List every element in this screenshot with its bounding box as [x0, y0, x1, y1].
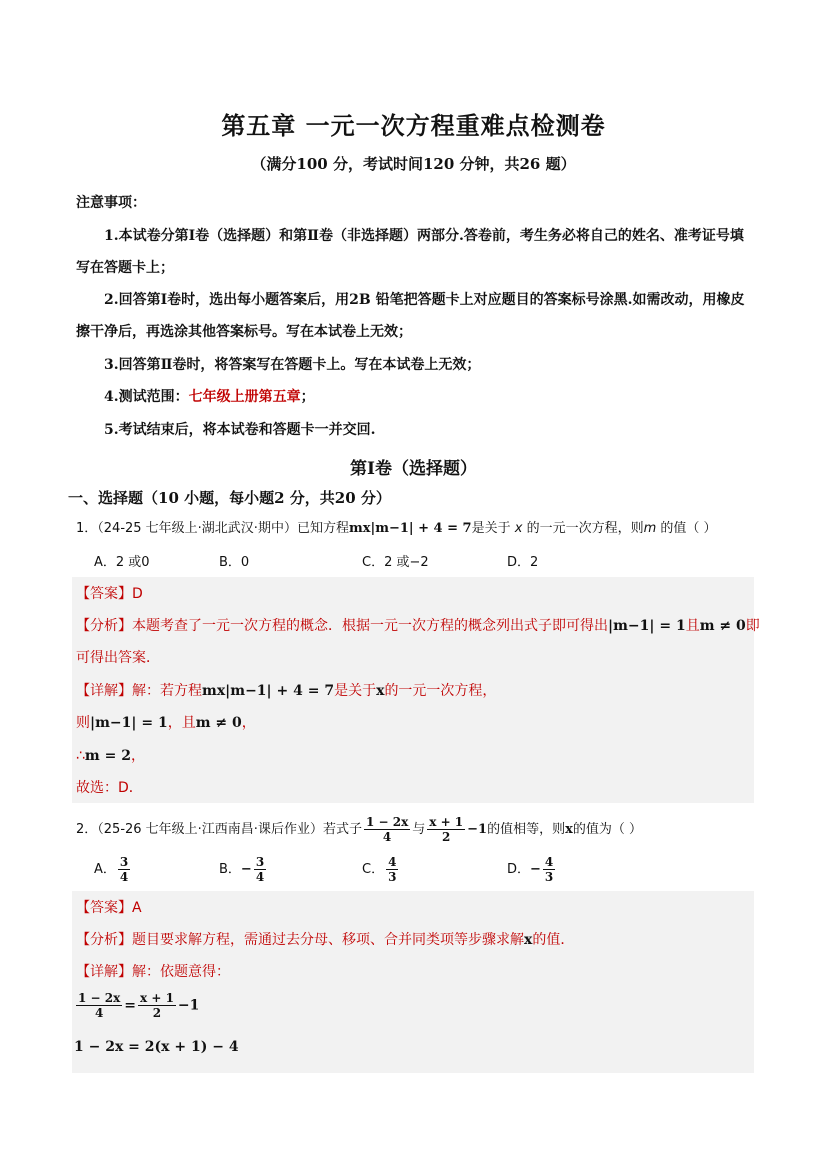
q1-detail-1c: 的一元一次方程，: [384, 683, 497, 699]
q2-eq1-right-num: x + 1: [140, 991, 174, 1005]
q2-eq2-text: 1 − 2x = 2(x + 1) − 4: [74, 1039, 239, 1055]
answer-label: 【答案】: [76, 586, 132, 602]
q2-option-c-fraction: [386, 855, 398, 884]
q2-var-x: x: [565, 822, 573, 837]
q2-answer-line: [76, 897, 142, 917]
q2-detail-text: 解：依题意得：: [132, 964, 230, 980]
q2-option-c-den: 3: [388, 870, 397, 884]
q2-option-c-label: C．: [362, 862, 385, 877]
q2-eq1-left-den: 4: [94, 1006, 104, 1020]
q2-f1-num: 1 − 2x: [365, 815, 409, 829]
q2-option-d-den: 3: [544, 870, 554, 884]
q1-option-b[interactable]: B．0: [219, 555, 250, 570]
q2-analysis-x: x: [524, 932, 533, 948]
q1-analysis-line-1: [76, 615, 760, 635]
section-title: 一、选择题（10 小题，每小题2 分，共20 分）: [68, 489, 391, 507]
q2-analysis-text: 题目要求解方程，需通过去分母、移项、合并同类项等步骤求解: [132, 932, 524, 948]
q1-equation: mx|m−1| + 4 = 7: [348, 521, 472, 536]
note-item-4-suffix: ；: [300, 389, 315, 405]
q1-var-m: m: [643, 521, 657, 536]
detail-label: 【详解】: [76, 964, 132, 980]
notes-heading: 注意事项：: [76, 195, 146, 211]
q1-stem-mid2: 的一元一次方程，则: [526, 521, 644, 536]
q1-analysis-line-2: 可得出答案．: [76, 650, 160, 666]
q1-detail-line-2: [76, 712, 256, 732]
q2-option-a-label: A．: [94, 862, 116, 877]
q2-eq1-left: [76, 991, 122, 1020]
q1-detail-1a: 解：若方程: [132, 683, 202, 699]
q2-detail-line-1: [76, 961, 230, 981]
q2-option-b-sign: −: [240, 862, 252, 877]
q2-option-d[interactable]: [507, 855, 557, 884]
answer-label: 【答案】: [76, 900, 132, 916]
q2-option-a-num: 3: [119, 855, 129, 869]
q2-option-b-den: 4: [255, 870, 265, 884]
q2-fraction-1: [364, 815, 410, 844]
part-title: 第Ⅰ卷（选择题）: [350, 459, 477, 479]
note-item-4-prefix: 4.测试范围：: [104, 389, 189, 405]
question-2-stem: [76, 815, 642, 844]
q1-stem-suffix: 的值（ ）: [660, 521, 717, 536]
q2-option-a-fraction: [118, 855, 130, 884]
q1-analysis-and: 且: [685, 618, 700, 634]
q1-detail-line-4: 故选：D．: [76, 780, 143, 796]
q1-detail-2-math: |m−1| = 1: [90, 715, 168, 731]
q2-analysis-line: [76, 929, 574, 949]
q2-option-b[interactable]: [219, 855, 268, 884]
q2-option-b-fraction: [254, 855, 266, 884]
page-title: 第五章 一元一次方程重难点检测卷: [221, 111, 606, 140]
note-item-2: 2.回答第Ⅰ卷时，选出每小题答案后，用2B 铅笔把答题卡上对应题目的答案标号涂黑.如需改动，用橡皮擦干净后，再选涂其他答案标号。写在本试卷上无效；: [76, 292, 745, 340]
page-subtitle: （满分100 分，考试时间120 分钟，共26 题）: [251, 155, 576, 173]
q1-solution-box: [72, 577, 760, 803]
q2-option-d-sign: −: [530, 862, 541, 877]
note-item-5: 5.考试结束后，将本试卷和答题卡一并交回.: [104, 422, 376, 438]
q2-analysis-end: 的值．: [532, 932, 575, 948]
q2-stem-prefix: 2．（25-26 七年级上·江西南昌·课后作业）若式子: [76, 822, 362, 837]
q2-option-c-num: 4: [388, 855, 397, 869]
q2-option-d-num: 4: [544, 855, 554, 869]
q2-option-b-label: B．: [219, 862, 241, 877]
q1-analysis-text: 本题考查了一元一次方程的概念．根据一元一次方程的概念列出式子即可得出: [132, 618, 608, 634]
q1-option-a[interactable]: A．2 或0: [94, 555, 150, 570]
q2-eq1-tail: −1: [177, 997, 200, 1014]
q2-eq1-equals: =: [124, 997, 136, 1014]
test-scope: 七年级上册第五章: [188, 389, 301, 405]
q1-detail-2a: 则: [76, 715, 90, 731]
q1-detail-2-math2: m ≠ 0: [195, 715, 242, 731]
q1-detail-2b: ，且: [167, 715, 196, 731]
q1-detail-3-math: m = 2: [84, 748, 131, 764]
q2-f1-den: 4: [382, 830, 392, 844]
q2-stem-suffix: 的值为（ ）: [572, 822, 643, 837]
q2-eq1-left-num: 1 − 2x: [78, 991, 121, 1005]
q2-stem-mid2: 的值相等，则: [487, 822, 566, 837]
q2-option-d-fraction: [543, 855, 555, 884]
note-item-1: 1.本试卷分第Ⅰ卷（选择题）和第Ⅱ卷（非选择题）两部分.答卷前，考生务必将自己的姓名、准考证号填写在答题卡上；: [76, 228, 744, 276]
q2-equation-2: [74, 1039, 239, 1055]
q1-stem-prefix: 1．（24-25 七年级上·湖北武汉·期中）已知方程: [76, 521, 349, 536]
q2-option-a[interactable]: [94, 855, 132, 884]
q2-stem-mid: 与: [412, 822, 426, 837]
q1-option-d[interactable]: D．2: [507, 555, 539, 570]
q1-answer-line: [76, 583, 143, 603]
q2-option-a-den: 4: [119, 870, 129, 884]
q2-eq1-right-den: 2: [152, 1006, 162, 1020]
q2-option-b-num: 3: [255, 855, 265, 869]
q2-f2-num: x + 1: [429, 815, 464, 829]
q2-option-c[interactable]: [362, 855, 400, 884]
analysis-label: 【分析】: [76, 618, 132, 634]
note-item-4: [76, 381, 756, 413]
q1-detail-3b: ，: [130, 748, 145, 764]
q1-detail-x: x: [376, 683, 385, 699]
q2-option-d-label: D．: [507, 862, 531, 877]
detail-label: 【详解】: [76, 683, 132, 699]
q1-analysis-math-1: |m−1| = 1: [608, 618, 686, 634]
q1-analysis-math-2: m ≠ 0: [699, 618, 746, 634]
q1-detail-line-1: [76, 680, 496, 700]
q2-eq1-right: [138, 991, 176, 1020]
therefore-symbol: ∴: [76, 748, 85, 764]
question-1-stem: [76, 517, 717, 536]
q2-answer: A: [132, 900, 142, 916]
q2-fraction-2: [427, 815, 465, 844]
q1-detail-1b: 是关于: [334, 683, 377, 699]
note-item-3: 3.回答第Ⅱ卷时，将答案写在答题卡上。写在本试卷上无效；: [104, 357, 481, 373]
q1-detail-equation: mx|m−1| + 4 = 7: [202, 683, 335, 699]
analysis-label: 【分析】: [76, 932, 132, 948]
q1-detail-line-3: [76, 745, 145, 765]
q2-f2-den: 2: [442, 830, 451, 844]
q1-var-x: x: [514, 521, 523, 536]
q1-detail-2c: ，: [241, 715, 256, 731]
q1-stem-mid: 是关于: [471, 521, 511, 536]
q1-analysis-end: 即: [745, 618, 760, 634]
q2-equation-1: [74, 991, 199, 1020]
q1-answer: D: [132, 586, 143, 602]
q1-option-c[interactable]: C．2 或−2: [362, 555, 429, 570]
q2-f2-tail: −1: [467, 822, 488, 837]
q2-solution-box: [72, 891, 754, 1073]
